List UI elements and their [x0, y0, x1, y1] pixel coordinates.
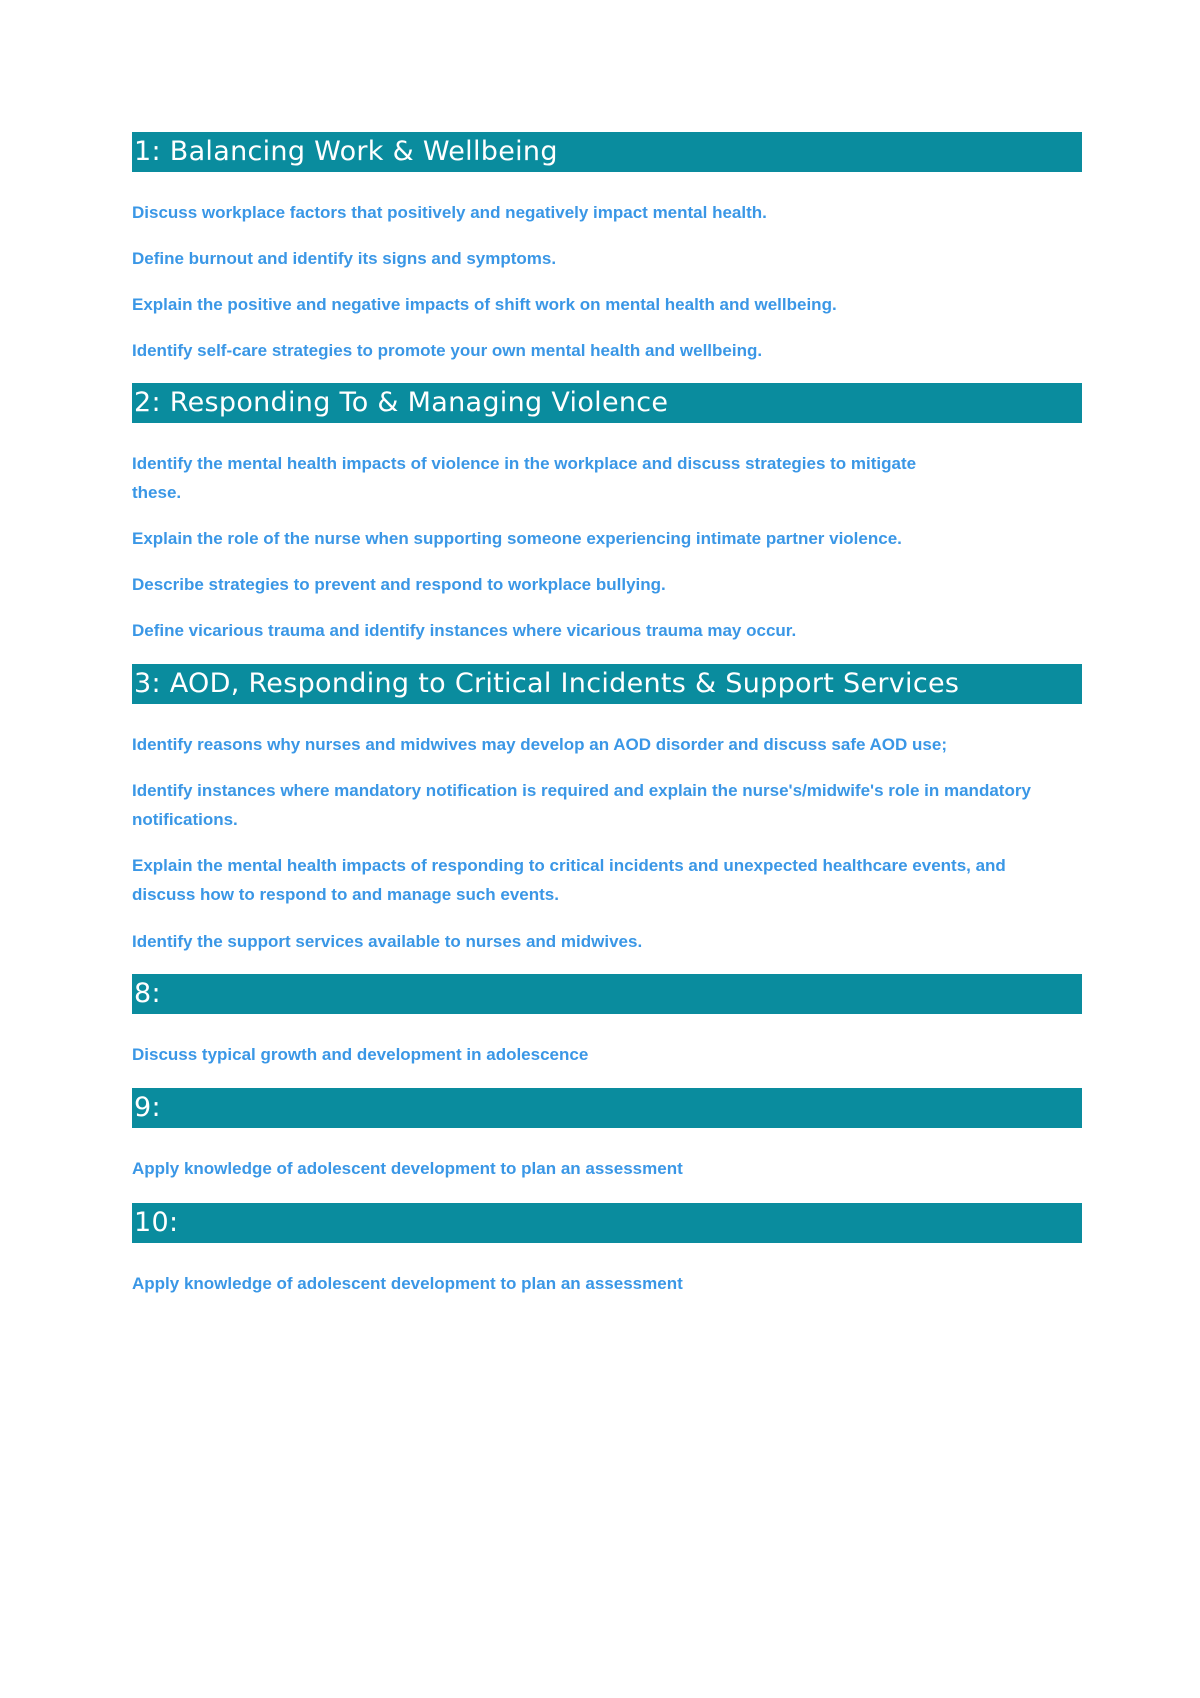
objective-item: Identify self-care strategies to promote your own mental health and wellbeing. — [132, 341, 763, 360]
objective-item: Apply knowledge of adolescent development to plan an assessment — [132, 1159, 683, 1178]
section-heading: 2: Responding To & Managing Violence — [134, 387, 669, 418]
objective-item: Explain the positive and negative impacts of shift work on mental health and wellbeing. — [132, 295, 837, 314]
objective-item: Identify reasons why nurses and midwives may develop an AOD disorder and discuss safe AOD use; — [132, 735, 947, 754]
section-heading-bar — [132, 1088, 1082, 1128]
section-1 — [132, 132, 1082, 360]
section-10 — [132, 1203, 1082, 1293]
section-heading: 3: AOD, Responding to Critical Incidents & Support Services — [134, 668, 960, 699]
section-2 — [132, 383, 1082, 640]
section-heading: 10: — [134, 1207, 179, 1238]
objective-item: Define burnout and identify its signs and symptoms. — [132, 249, 557, 268]
objective-item: Identify the mental health impacts of violence in the workplace and discuss strategies to mitigate these. — [132, 454, 917, 502]
objective-item: Identify the support services available to nurses and midwives. — [132, 932, 643, 951]
section-9 — [132, 1088, 1082, 1178]
section-heading: 9: — [134, 1092, 161, 1123]
section-heading-bar — [132, 1203, 1082, 1243]
section-heading-bar — [132, 974, 1082, 1014]
objective-item: Identify instances where mandatory notification is required and explain the nurse's/midwife's role in mandatory notifications. — [132, 781, 1031, 829]
section-8 — [132, 974, 1082, 1064]
objective-item: Apply knowledge of adolescent development to plan an assessment — [132, 1274, 683, 1293]
section-heading: 1: Balancing Work & Wellbeing — [134, 136, 558, 167]
objective-item: Discuss typical growth and development in adolescence — [132, 1045, 589, 1064]
section-heading-bar — [132, 383, 1082, 423]
section-heading-bar — [132, 664, 1082, 704]
objective-item: Discuss workplace factors that positively and negatively impact mental health. — [132, 203, 767, 222]
objective-item: Explain the role of the nurse when supporting someone experiencing intimate partner violence. — [132, 529, 902, 548]
section-heading: 8: — [134, 978, 161, 1009]
objective-item: Explain the mental health impacts of responding to critical incidents and unexpected healthcare events, and discuss how to respond to and manage such events. — [132, 856, 1006, 904]
section-heading-bar — [132, 132, 1082, 172]
section-3 — [132, 664, 1082, 951]
objective-item: Describe strategies to prevent and respond to workplace bullying. — [132, 575, 666, 594]
objective-item: Define vicarious trauma and identify instances where vicarious trauma may occur. — [132, 621, 797, 640]
